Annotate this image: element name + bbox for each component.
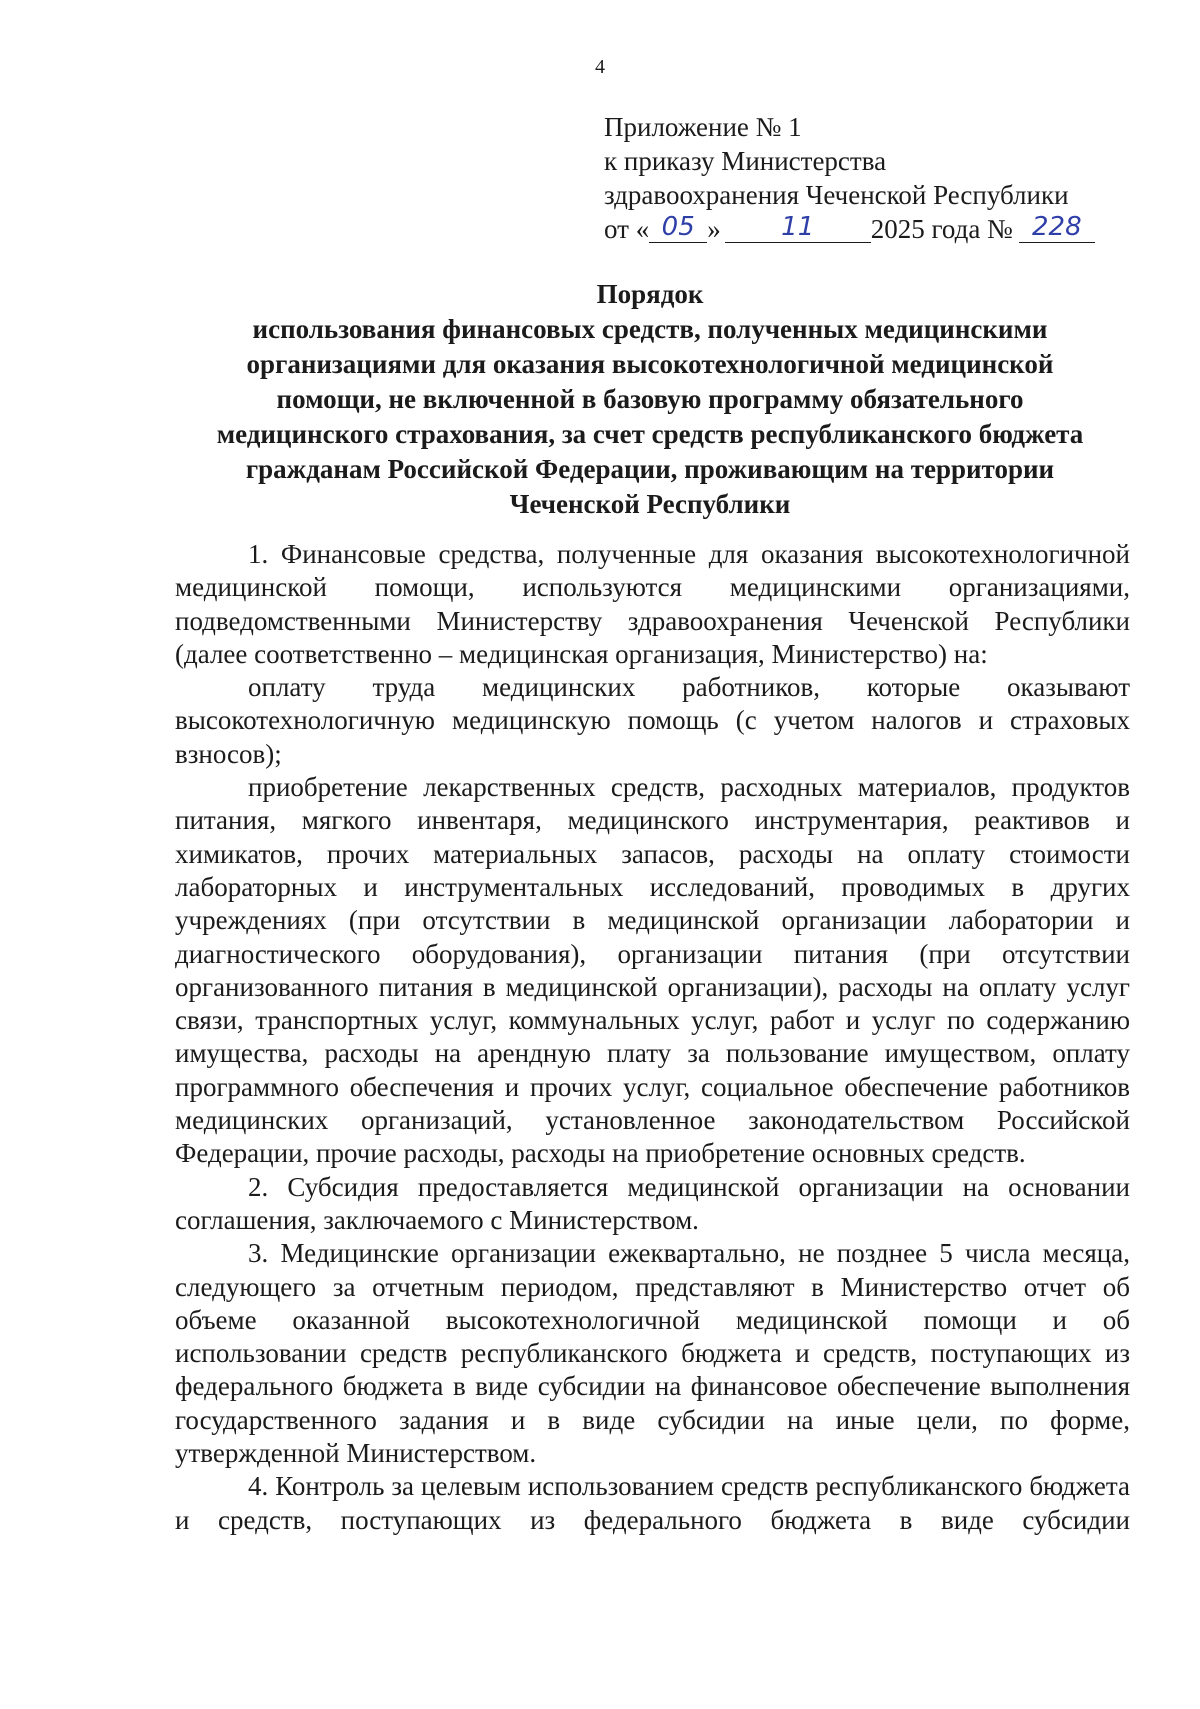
handwritten-order-number: 228 <box>1031 212 1082 242</box>
annex-title: Приложение № 1 <box>604 112 802 142</box>
document-title <box>160 277 1140 522</box>
annex-date-line <box>604 212 1095 246</box>
title-line: использования финансовых средств, полученных медицинскими <box>252 314 1048 344</box>
day-field <box>649 212 707 243</box>
annex-ministry: здравоохранения Чеченской Республики <box>604 180 1069 210</box>
date-prefix: от « <box>604 214 650 244</box>
title-heading: Порядок <box>596 279 704 309</box>
handwritten-month: 11 <box>781 212 815 242</box>
annex-block <box>604 110 1095 246</box>
page-number: 4 <box>595 56 605 78</box>
title-line: медицинского страхования, за счет средств республиканского бюджета <box>216 419 1084 449</box>
order-number-field <box>1019 212 1095 243</box>
title-line: Чеченской Республики <box>509 489 791 519</box>
paragraph-1: 1. Финансовые средства, полученные для оказания высокотехнологичной медицинской помощи, используются медицинскими организациями, подведомственными Министерству здравоохранения Чеченской Республики (далее соответственно – медицинская организация, Министерство) на: <box>175 539 1130 669</box>
annex-order-reference: к приказу Министерства <box>604 146 887 176</box>
title-line: помощи, не включенной в базовую программу обязательного <box>276 384 1024 414</box>
paragraph-3: 3. Медицинские организации ежеквартально, не позднее 5 числа месяца, следующего за отчетным периодом, представляют в Министерство отчет об объеме оказанной высокотехнологичной медицинской помощи и об использовании средств республиканского бюджета и средств, поступающих из федерального бюджета в виде субсидии на финансовое обеспечение выполнения государственного задания и в виде субсидии на иные цели, по форме, утвержденной Министерством. <box>175 1238 1130 1469</box>
date-close-quote: » <box>707 214 721 244</box>
title-line: организациями для оказания высокотехнологичной медицинской <box>246 349 1054 379</box>
handwritten-day: 05 <box>661 212 695 242</box>
paragraph-1-item-purchases: приобретение лекарственных средств, расходных материалов, продуктов питания, мягкого инвентаря, медицинского инструментария, реактивов и химикатов, прочих материальных запасов, расходы на оплату стоимости лабораторных и инструментальных исследований, проводимых в других учреждениях (при отсутствии в медицинской организации лаборатории и диагностического оборудования), организации питания (при отсутствии организованного питания в медицинской организации), расходы на оплату услуг связи, транспортных услуг, коммунальных услуг, работ и услуг по содержанию имущества, расходы на арендную плату за пользование имуществом, оплату программного обеспечения и прочих услуг, социальное обеспечение работников медицинских организаций, установленное законодательством Российской Федерации, прочие расходы, расходы на приобретение основных средств. <box>175 772 1130 1169</box>
document-body <box>175 538 1130 1537</box>
year-text: 2025 года № <box>870 214 1013 244</box>
month-field <box>725 212 871 243</box>
title-line: гражданам Российской Федерации, проживающим на территории <box>245 454 1055 484</box>
paragraph-4: 4. Контроль за целевым использованием средств республиканского бюджета и средств, поступающих из федерального бюджета в виде субсидии <box>175 1471 1130 1535</box>
paragraph-1-item-salary: оплату труда медицинских работников, которые оказывают высокотехнологичную медицинскую помощь (с учетом налогов и страховых взносов); <box>175 672 1130 769</box>
paragraph-2: 2. Субсидия предоставляется медицинской организации на основании соглашения, заключаемого с Министерством. <box>175 1171 1130 1235</box>
